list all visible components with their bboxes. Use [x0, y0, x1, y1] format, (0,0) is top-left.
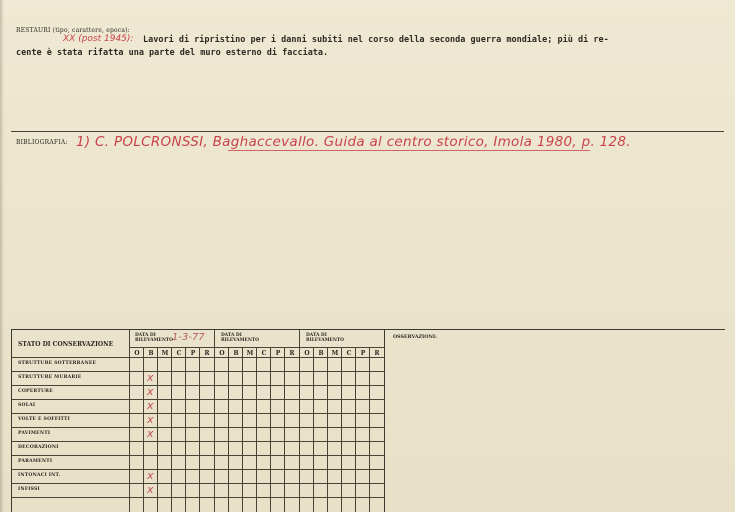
- table-hline: [12, 371, 385, 372]
- mark-intonaci-int: x: [147, 469, 154, 482]
- row-label-intonaci-int: INTONACI INT.: [18, 473, 61, 478]
- row-label-strutture-murarie: STRUTTURE MURARIE: [18, 375, 82, 380]
- restauri-text-line2: cente è stata rifatta una parte del muro esterno di facciata.: [16, 48, 329, 58]
- table-hline: [12, 427, 385, 428]
- grade-letter: C: [261, 350, 267, 357]
- bibliografia-underline: [228, 150, 590, 151]
- table-hline: [12, 455, 385, 456]
- section-divider: [11, 131, 724, 132]
- row-label-strutture-sotterranee: STRUTTURE SOTTERRANEE: [18, 361, 97, 366]
- conservation-title: STATO DI CONSERVAZIONE: [18, 341, 114, 348]
- restauri-text-line1: Lavori di ripristino per i danni subiti nel corso della seconda guerra mondiale; più di re-: [143, 35, 609, 45]
- grade-letter: M: [331, 350, 339, 357]
- restauri-label: RESTAURI (tipo, carattere, epoca):: [16, 27, 130, 34]
- mark-strutture-murarie: x: [147, 371, 154, 384]
- row-label-decorazioni: DECORAZIONI: [18, 445, 59, 450]
- osservazioni-label: OSSERVAZIONI:: [393, 334, 437, 340]
- row-label-paramenti: PARAMENTI: [18, 459, 53, 464]
- data-rilevamento-label-1: DATA DI RILEVAMENTO: [135, 333, 173, 343]
- row-label-volte-e-soffitti: VOLTE E SOFFITTI: [18, 417, 70, 422]
- grade-letter: P: [190, 350, 196, 357]
- table-hline: [12, 483, 385, 484]
- mark-solai: x: [147, 399, 154, 412]
- data-rilevamento-date-1: 1-3-77: [172, 332, 205, 343]
- grade-letter: C: [346, 350, 352, 357]
- grade-letter: R: [204, 350, 210, 357]
- mark-volte-e-soffitti: x: [147, 413, 154, 426]
- grade-letter: O: [219, 350, 225, 357]
- table-hline: [12, 497, 385, 498]
- card-edge-shadow: [0, 0, 4, 512]
- grade-letter: M: [161, 350, 169, 357]
- conservation-table: [11, 329, 725, 512]
- table-hline: [12, 441, 385, 442]
- row-label-solai: SOLAI: [18, 403, 36, 408]
- table-hline: [12, 413, 385, 414]
- table-hline: [12, 385, 385, 386]
- mark-infissi: x: [147, 483, 154, 496]
- data-rilevamento-label-2: DATA DI RILEVAMENTO: [221, 333, 259, 343]
- grade-letter: C: [176, 350, 182, 357]
- grade-letter: P: [275, 350, 281, 357]
- mark-coperture: x: [147, 385, 154, 398]
- grade-letter: O: [134, 350, 140, 357]
- grade-letter: R: [374, 350, 380, 357]
- table-hline: [129, 347, 385, 348]
- bibliografia-label: BIBLIOGRAFIA:: [16, 139, 68, 146]
- grade-letter: B: [318, 350, 324, 357]
- grade-letter: B: [148, 350, 154, 357]
- grade-letter: B: [233, 350, 239, 357]
- grade-letter: R: [289, 350, 295, 357]
- grade-letter: O: [304, 350, 310, 357]
- table-hline: [12, 357, 385, 358]
- grade-letter: M: [246, 350, 254, 357]
- table-hline: [12, 399, 385, 400]
- row-label-pavimenti: PAVIMENTI: [18, 431, 51, 436]
- grade-letter: P: [360, 350, 366, 357]
- row-label-infissi: INFISSI: [18, 487, 40, 492]
- bibliografia-entry-handwritten: 1) C. POLCRONSSI, Baghaccevallo. Guida al centro storico, Imola 1980, p. 128.: [76, 134, 631, 150]
- table-hline: [12, 469, 385, 470]
- row-label-coperture: COPERTURE: [18, 389, 53, 394]
- mark-pavimenti: x: [147, 427, 154, 440]
- data-rilevamento-label-3: DATA DI RILEVAMENTO: [306, 333, 344, 343]
- restauri-epoch-handwritten: XX (post 1945):: [63, 34, 134, 44]
